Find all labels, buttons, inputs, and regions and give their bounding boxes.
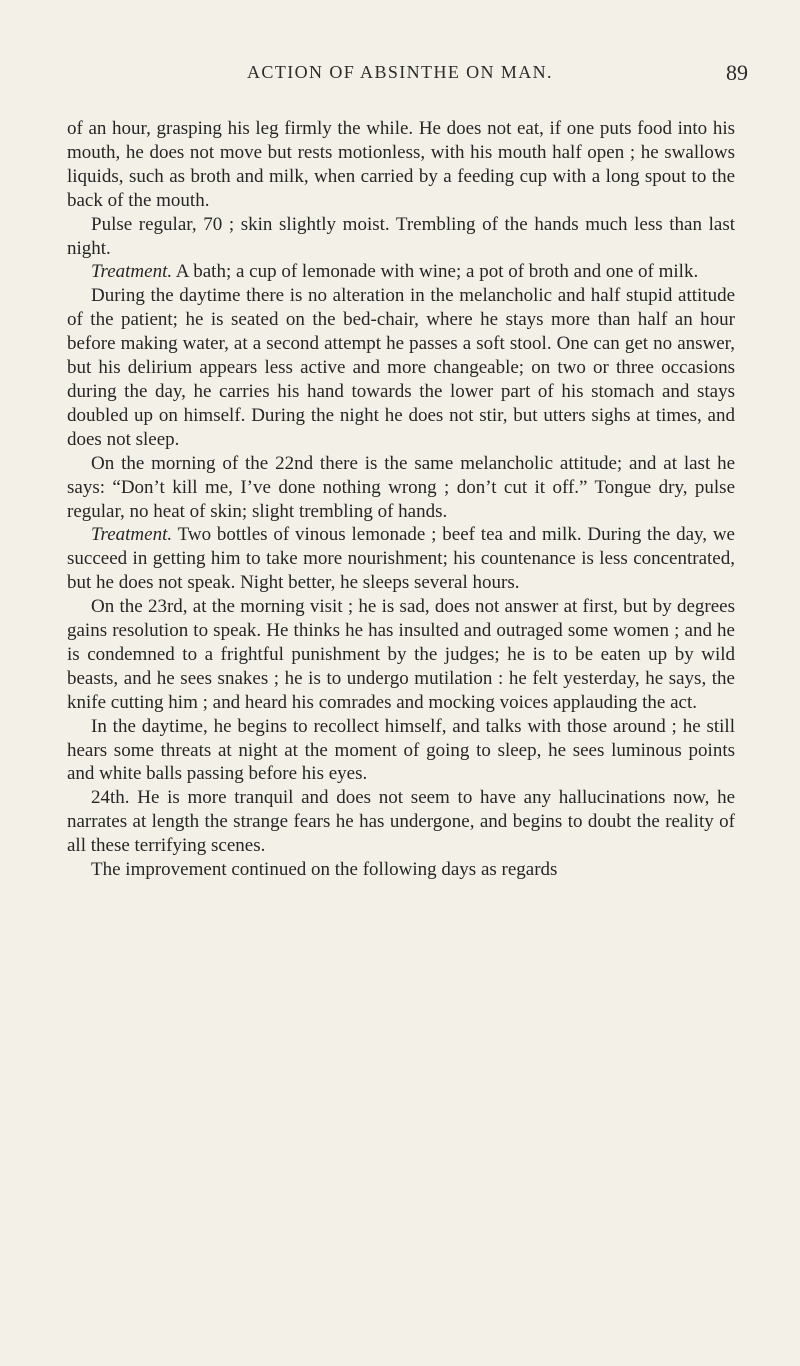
paragraph-text: of an hour, grasping his leg firmly the while. He does not eat, if one puts food into his mouth, he does not move but rests motionless, with his mouth half open ; he swallows liquids, such as broth and milk, when carried by a feeding cup with a long spout to the back of the mouth. [67, 118, 735, 211]
paragraph-text: 24th. He is more tranquil and does not seem to have any hallucinations now, he narrates at length the strange fears he has undergone, and begins to doubt the reality of all these terrifying scenes. [67, 787, 735, 857]
paragraph-4 [67, 284, 735, 451]
running-title: ACTION OF ABSINTHE ON MAN. [247, 62, 553, 82]
paragraph-9 [67, 786, 735, 858]
paragraph-text: A bath; a cup of lemonade with wine; a pot of broth and one of milk. [172, 261, 699, 283]
body-text [67, 117, 735, 882]
paragraph-text: The improvement continued on the following days as regards [91, 859, 558, 881]
paragraph-6 [67, 523, 735, 595]
paragraph-lead: Treatment. [91, 524, 173, 546]
paragraph-1 [67, 117, 735, 213]
paragraph-3 [67, 260, 735, 284]
paragraph-text: Pulse regular, 70 ; skin slightly moist. Trembling of the hands much less than last night. [67, 213, 735, 259]
paragraph-lead: Treatment. [91, 261, 173, 283]
paragraph-2 [67, 213, 735, 261]
page-number: 89 [726, 60, 748, 85]
paragraph-text: On the 23rd, at the morning visit ; he is sad, does not answer at first, but by degrees gains resolution to speak. He thinks he has insulted and outraged some women ; and he is condemned to a frightful punishment by the judges; he is to be eaten up by wild beasts, and he sees snakes ; he is to undergo mutilation : he felt yesterday, he says, the knife cutting him ; and heard his comrades and mocking voices applauding the act. [67, 596, 735, 713]
paragraph-7 [67, 595, 735, 715]
paragraph-10 [67, 858, 735, 882]
paragraph-8 [67, 715, 735, 787]
paragraph-text: In the daytime, he begins to recollect himself, and talks with those around ; he still hears some threats at night at the moment of going to sleep, he sees luminous points and white balls passing before his eyes. [67, 715, 735, 785]
running-head [52, 62, 748, 86]
paragraph-5 [67, 452, 735, 524]
paragraph-text: During the daytime there is no alteration in the melancholic and half stupid attitude of the patient; he is seated on the bed-chair, where he stays more than half an hour before making water, at a second attempt he passes a soft stool. One can get no answer, but his delirium appears less active and more changeable; on two or three occasions during the day, he carries his hand towards the lower part of his stomach and stays doubled up on himself. During the night he does not stir, but utters sighs at times, and does not sleep. [67, 285, 735, 450]
paragraph-text: On the morning of the 22nd there is the same melancholic attitude; and at last he says: “Don’t kill me, I’ve done nothing wrong ; don’t cut it off.” Tongue dry, pulse regular, no heat of skin; slight trembling of hands. [67, 452, 735, 522]
paragraph-text: Two bottles of vinous lemonade ; beef tea and milk. During the day, we succeed in getting him to take more nourishment; his countenance is less concentrated, but he does not speak. Night better, he sleeps several hours. [67, 524, 735, 594]
